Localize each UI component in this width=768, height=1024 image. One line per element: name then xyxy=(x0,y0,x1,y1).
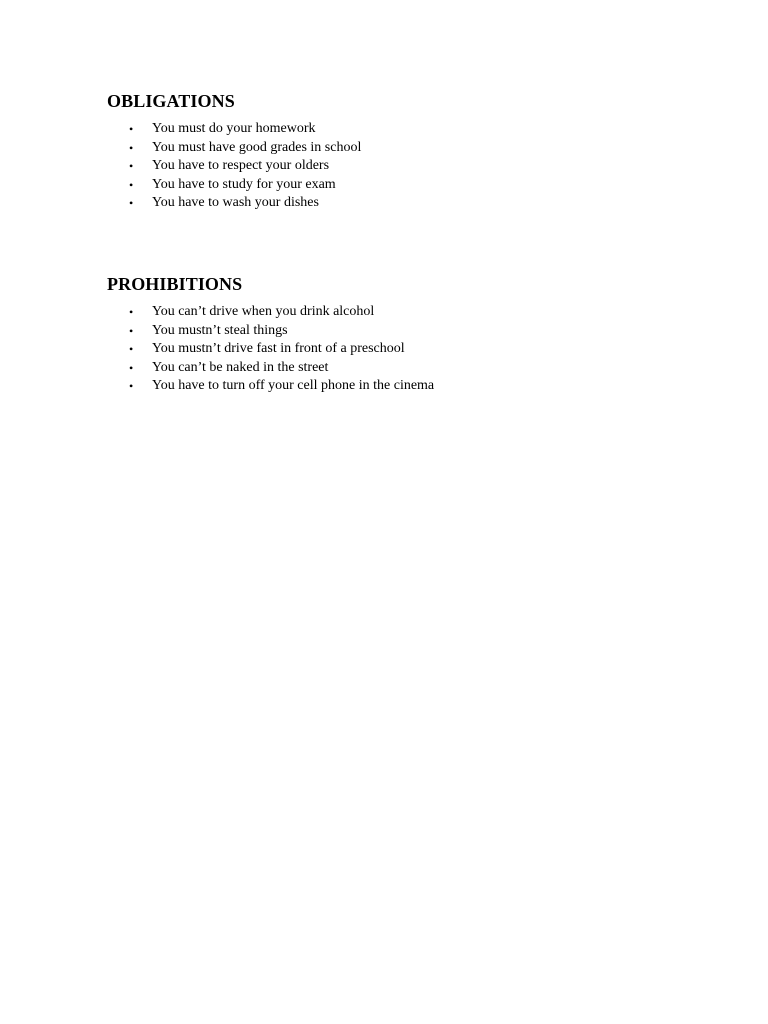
list-item-text: You must have good grades in school xyxy=(152,139,362,155)
bullet-icon: • xyxy=(129,196,134,211)
list-item xyxy=(107,120,707,139)
prohibitions-heading: PROHIBITIONS xyxy=(107,274,243,294)
list-item-text: You can’t drive when you drink alcohol xyxy=(152,304,375,319)
list-item-text: You can’t be naked in the street xyxy=(152,359,329,375)
list-item xyxy=(107,139,707,158)
list-item-text: You mustn’t drive fast in front of a preschool xyxy=(152,341,405,357)
list-item-text: You have to turn off your cell phone in the cinema xyxy=(152,378,435,394)
bullet-icon: • xyxy=(129,360,134,375)
bullet-icon: • xyxy=(129,159,134,174)
list-item xyxy=(107,194,707,213)
bullet-icon: • xyxy=(129,140,134,155)
list-item-text: You must do your homework xyxy=(152,121,316,136)
bullet-icon: • xyxy=(129,323,134,338)
obligations-section xyxy=(107,90,707,213)
list-item-text: You have to study for your exam xyxy=(152,176,336,192)
obligations-list xyxy=(107,120,707,213)
list-item xyxy=(107,322,707,341)
list-item xyxy=(107,340,707,359)
list-item xyxy=(107,303,707,322)
list-item xyxy=(107,377,707,396)
list-item-text: You have to wash your dishes xyxy=(152,195,319,211)
obligations-heading: OBLIGATIONS xyxy=(107,91,235,111)
bullet-icon: • xyxy=(129,305,134,319)
prohibitions-section xyxy=(107,273,707,396)
list-item xyxy=(107,359,707,378)
bullet-icon: • xyxy=(129,379,134,394)
bullet-icon: • xyxy=(129,342,134,357)
bullet-icon: • xyxy=(129,122,134,136)
list-item-text: You have to respect your olders xyxy=(152,158,330,174)
list-item-text: You mustn’t steal things xyxy=(152,322,288,338)
list-item xyxy=(107,176,707,195)
list-item xyxy=(107,157,707,176)
prohibitions-list xyxy=(107,303,707,396)
bullet-icon: • xyxy=(129,177,134,192)
